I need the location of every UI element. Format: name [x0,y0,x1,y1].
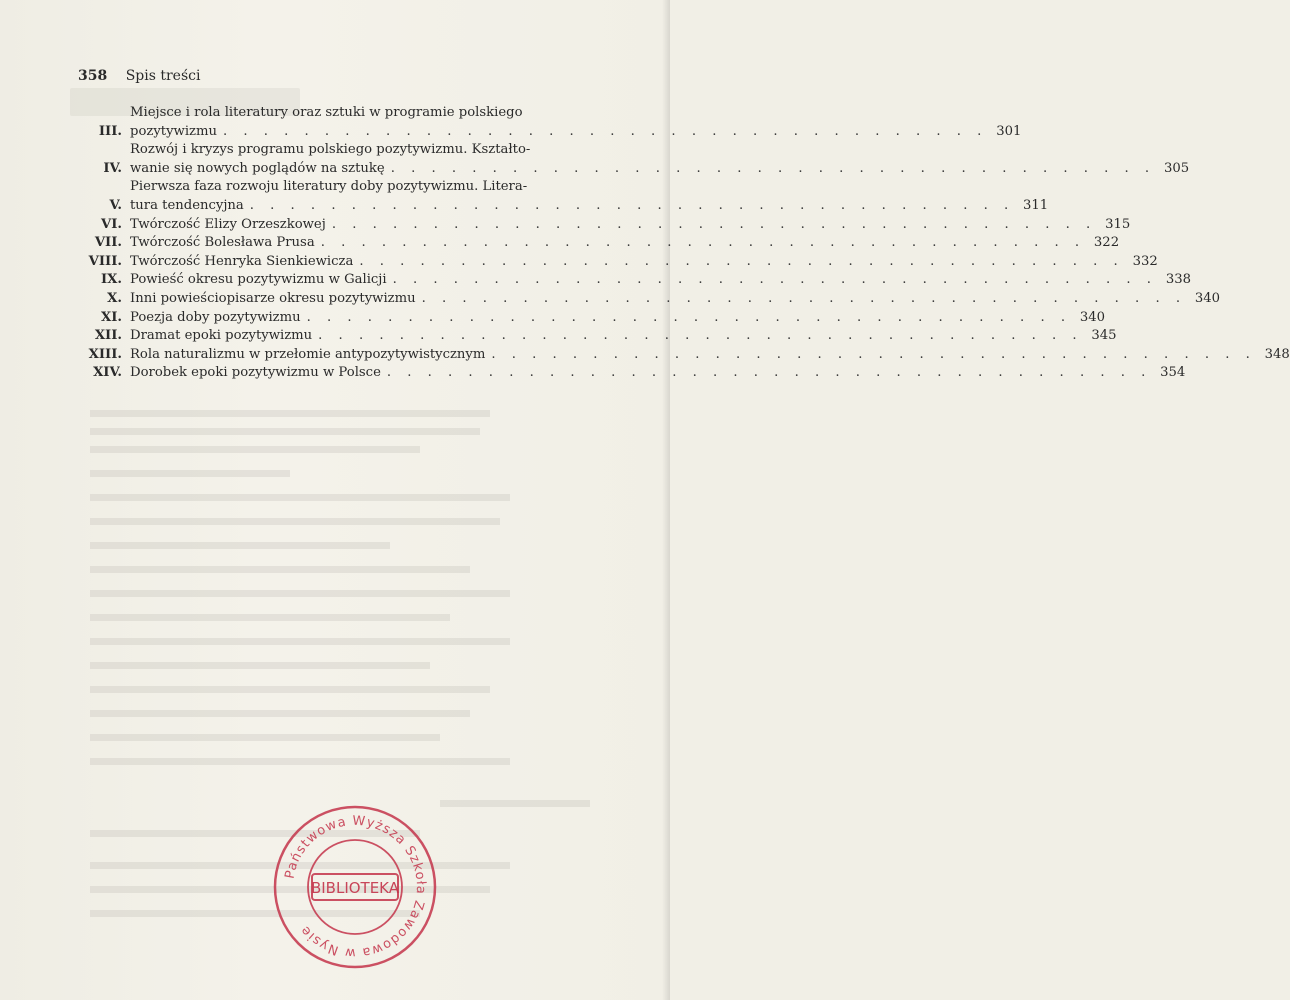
leader-dots [353,253,1123,272]
chapter-number: XI. [101,309,122,325]
toc-entry [70,141,1190,178]
page-reference: 315 [1105,216,1131,232]
chapter-number: XIII. [88,346,122,362]
chapter-title-line: Dramat epoki pozytywizmu [130,328,313,344]
chapter-number: VI. [101,216,122,232]
toc-entry [70,364,1186,383]
leader-dots [387,271,1157,290]
leader-dots [485,346,1255,365]
chapter-title-line: Powieść okresu pozytywizmu w Galicji [130,272,387,288]
page-reference: 311 [1023,197,1049,213]
chapter-number: IV. [103,160,122,176]
chapter-number: XIV. [93,365,122,381]
chapter-title-line: Rozwój i kryzys programu polskiego pozytywizmu. Kształto- [130,142,531,158]
chapter-number: IX. [101,272,122,288]
chapter-title-line: Inni powieściopisarze okresu pozytywizmu [130,290,416,306]
leader-dots [312,327,1082,346]
page-reference: 322 [1093,235,1120,251]
page-reference: 301 [996,123,1022,139]
chapter-title-line: tura tendencyjna [130,197,244,213]
leader-dots [301,309,1071,328]
leader-dots [315,234,1085,253]
chapter-title-line: Twórczość Bolesława Prusa [130,235,315,251]
toc-entry [70,327,1117,346]
toc-entry [70,104,1022,141]
page-reference: 354 [1160,365,1186,381]
toc-entry [70,234,1120,253]
page-reference: 340 [1079,309,1106,325]
page-reference: 305 [1163,160,1190,176]
leader-dots [326,216,1096,235]
toc-entry [70,253,1158,272]
library-stamp [270,802,440,972]
toc-entry [70,346,1290,365]
chapter-number: III. [98,123,122,139]
page-reference: 332 [1132,253,1158,269]
toc-entry [70,309,1106,328]
leader-dots [416,290,1186,309]
chapter-number: V. [109,197,122,213]
page-number: 358 [78,68,108,84]
chapter-title-line: Poezja doby pozytywizmu [130,309,301,325]
page-reference: 340 [1194,290,1221,306]
chapter-title-line: pozytywizmu [130,123,217,139]
toc-entry [70,290,1221,309]
chapter-title-line: Miejsce i rola literatury oraz sztuki w programie polskiego [130,105,523,120]
page-reference: 338 [1165,272,1192,288]
chapter-title-line: Twórczość Elizy Orzeszkowej [130,216,326,232]
running-title: Spis treści [125,68,201,84]
leader-dots [381,364,1151,383]
toc-entry [70,178,1049,215]
stamp-center-text: BIBLIOTEKA [310,879,400,897]
leader-dots [385,160,1155,179]
chapter-title-line: Dorobek epoki pozytywizmu w Polsce [130,365,381,381]
chapter-number: VII. [94,235,122,251]
page-reference: 345 [1091,328,1117,344]
chapter-title-line: Twórczość Henryka Sienkiewicza [130,253,354,269]
chapter-number: VIII. [88,253,122,269]
table-of-contents [70,104,1290,383]
chapter-title-line: Rola naturalizmu w przełomie antypozytywistycznym [130,346,486,362]
leader-dots [217,123,987,142]
leader-dots [244,197,1014,216]
stamp-ring-text: Państwowa Wyższa Szkoła Zawodowa w Nysie [282,813,429,961]
chapter-title-line: wanie się nowych poglądów na sztukę [130,160,385,176]
toc-entry [70,271,1192,290]
chapter-title-line: Pierwsza faza rozwoju literatury doby pozytywizmu. Litera- [130,179,528,195]
chapter-number: XII. [94,328,122,344]
page-reference: 348 [1264,346,1290,362]
toc-entry [70,216,1131,235]
running-header [78,68,200,84]
chapter-number: X. [107,290,122,306]
